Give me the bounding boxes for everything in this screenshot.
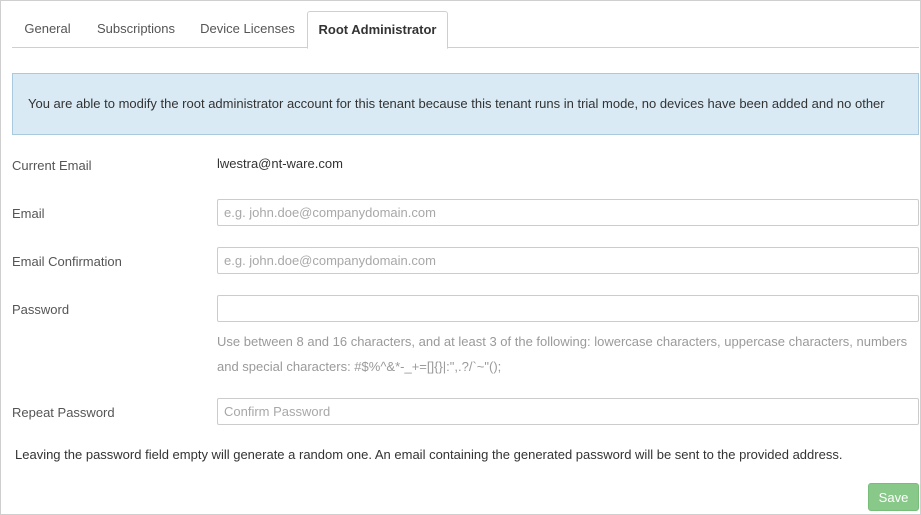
email-field[interactable] <box>217 199 919 226</box>
tab-general[interactable]: General <box>24 21 71 36</box>
info-banner: You are able to modify the root administrator account for this tenant because this tenant runs in trial mode, no devices have been added and no other <box>12 73 919 135</box>
current-email-label: Current Email <box>12 158 92 173</box>
password-field[interactable] <box>217 295 919 322</box>
repeat-password-label: Repeat Password <box>12 405 115 420</box>
tab-bar <box>12 11 919 48</box>
email-label: Email <box>12 206 45 221</box>
email-confirmation-field[interactable] <box>217 247 919 274</box>
tab-root-administrator[interactable]: Root Administrator <box>307 11 448 49</box>
repeat-password-field[interactable] <box>217 398 919 425</box>
password-help-line-1: Use between 8 and 16 characters, and at least 3 of the following: lowercase characters, uppercase characters, numbers <box>217 334 908 349</box>
password-label: Password <box>12 302 70 317</box>
tab-subscriptions[interactable]: Subscriptions <box>96 21 176 36</box>
password-help-text <box>217 329 917 379</box>
email-confirmation-label: Email Confirmation <box>12 254 122 269</box>
password-note: Leaving the password field empty will generate a random one. An email containing the generated password will be sent to the provided address. <box>15 447 843 462</box>
save-button[interactable]: Save <box>868 483 919 511</box>
current-email-value: lwestra@nt-ware.com <box>217 156 343 171</box>
tab-device-licenses[interactable]: Device Licenses <box>200 21 295 36</box>
password-help-line-2: and special characters: #$%^&*-_+=[]{}|:",.?/`~"(); <box>217 359 502 374</box>
